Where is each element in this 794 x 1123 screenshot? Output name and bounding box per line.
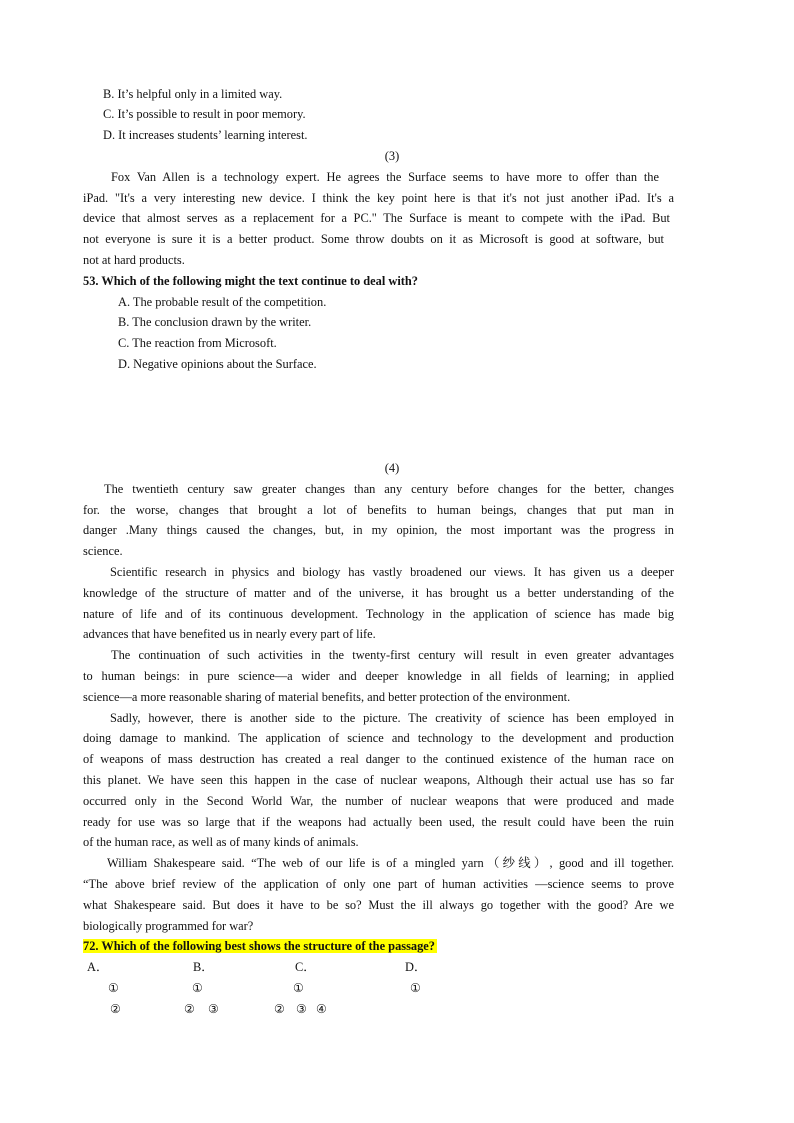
option-b-circle-3: ③ [208,1002,219,1016]
section-3-line-2: iPad. "It's a very interesting new device. I think the key point here is that it's not just another iPad. It's a [83,191,674,205]
q53-option-d: D. Negative opinions about the Surface. [118,357,317,371]
section-4-p1-line-3: danger .Many things caused the changes, but, in my opinion, the most important was the progress in [83,523,674,537]
section-3-line-3: device that almost serves as a replacement for a PC." The Surface is meant to compete with the iPad. But [83,211,670,225]
q72-question [83,938,437,954]
section-4-p4-line-3: of weapons of mass destruction has created a real danger to the continued existence of the human race on [83,752,674,766]
option-a-circle-1: ① [108,981,119,995]
section-4-p5-line-3: what Shakespeare said. But does it have to be so? Must the ill always go together with the good? Are we [83,898,674,912]
option-c-circle-4: ④ [316,1002,327,1016]
q72-option-d: D． [405,960,427,974]
section-4-p5-line-2: “The above brief review of the application of only one part of human activities —science seems to prove [83,877,674,891]
section-4-p2-line-4: advances that have benefited us in nearly every part of life. [83,627,376,641]
section-4-p1-line-2: for. the worse, changes that brought a lot of benefits to human beings, changes that put man in [83,503,674,517]
option-c-circle-2: ② [274,1002,285,1016]
q72-highlight: 72. Which of the following best shows the structure of the passage? [83,939,435,953]
section-4-p2-line-1: Scientific research in physics and biology has vastly broadened our views. It has given us a deeper [110,565,674,579]
section-4-p3-line-3: science—a more reasonable sharing of material benefits, and better protection of the environment. [83,690,571,704]
section-4-p4-line-4: this planet. We have seen this happen in the case of nuclear weapons, Although their actual use has so far [83,773,674,787]
section-4-p4-line-1: Sadly, however, there is another side to the picture. The creativity of science has been employed in [110,711,674,725]
section-4-heading: (4) [384,461,400,475]
section-4-p5-line-1: William Shakespeare said. “The web of our life is of a mingled yarn（纱线）, good and ill together. [107,856,674,870]
q52-option-d: D. It increases students’ learning interest. [103,128,308,142]
q53-option-b: B. The conclusion drawn by the writer. [118,315,312,329]
option-c-circle-3: ③ [296,1002,307,1016]
q53-option-a: A. The probable result of the competition. [118,295,327,309]
q53-option-c: C. The reaction from Microsoft. [118,336,277,350]
section-4-p1-line-4: science. [83,544,123,558]
option-c-circle-1: ① [293,981,304,995]
section-3-line-1: Fox Van Allen is a technology expert. He agrees the Surface seems to have more to offer than the [111,170,659,184]
section-3-line-5: not at hard products. [83,253,185,267]
q52-option-c: C. It’s possible to result in poor memory. [103,107,306,121]
section-4-p1-line-1: The twentieth century saw greater changes than any century before changes for the better, changes [104,482,674,496]
q52-option-b: B. It’s helpful only in a limited way. [103,87,283,101]
section-4-p5-line-4: biologically programmed for war? [83,919,254,933]
section-4-p2-line-2: knowledge of the structure of matter and of the universe, it has brought us a better understanding of the [83,586,674,600]
section-4-p4-line-2: doing damage to mankind. The application of science and technology to the development and production [83,731,674,745]
q72-option-c: C． [295,960,316,974]
option-a-circle-2: ② [110,1002,121,1016]
section-3-heading: (3) [384,149,400,163]
section-4-p3-line-2: to human beings: in pure science—a wider and deeper knowledge in all fields of learning; in applied [83,669,674,683]
section-3-line-4: not everyone is sure it is a better product. Some throw doubts on it as Microsoft is good at software, but [83,232,664,246]
q72-option-b: B． [193,960,214,974]
section-4-p3-line-1: The continuation of such activities in the twenty-first century will result in even greater advantages [111,648,674,662]
section-4-p4-line-6: ready for use was so large that if the weapons had actually been used, the result could have been the ruin [83,815,674,829]
option-b-circle-2: ② [184,1002,195,1016]
q53-question: 53. Which of the following might the text continue to deal with? [83,274,419,288]
option-b-circle-1: ① [192,981,203,995]
section-4-p4-line-5: occurred only in the Second World War, the number of nuclear weapons that were produced and made [83,794,674,808]
section-4-p4-line-7: of the human race, as well as of many kinds of animals. [83,835,359,849]
q72-option-a: A． [87,960,109,974]
option-d-circle-1: ① [410,981,421,995]
section-4-p2-line-3: nature of life and of its continuous development. Technology in the application of science has made big [83,607,674,621]
